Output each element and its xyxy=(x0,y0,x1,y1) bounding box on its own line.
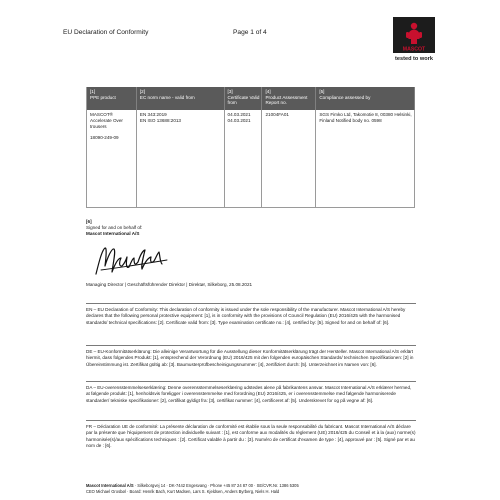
signed-block xyxy=(86,219,142,238)
signature-caption: Managing Director | Geschäftsführender Direktor | Direktør, Silkeborg, 25.08.2021 xyxy=(86,282,253,287)
divider xyxy=(86,303,416,304)
declaration-da: DA – EU-overensstemmelseserklæring: Denne overensstemmelseserklæring udstedes alene på fabrikantens ansvar. Mascot International A/S erklærer hermed, at følgende produkt: [1], henholdsvis foreligger i overensstemmelse med forordning (EU) 2016/425, er i overensstemmelse med følgende harmoniserede standarder/ tekniske specifikationer: [2], certifikat gyldigt fra: [3], certifikat nummer: [4], certificeret af: [5]. Underskrevet for og på vegne af: [6]. xyxy=(86,385,412,403)
logo-box xyxy=(393,17,435,53)
col-header-norm: [2] EC norm name - valid from xyxy=(136,87,224,110)
col-header-certificate: [3] Certificate Valid from xyxy=(224,87,262,110)
declaration-de: DE – EU-Konformitätserklärung: Die alleinige Verantwortung für die Ausstellung dieser Konformitätserklärung trägt der Hersteller. Mascot International A/S erklärt hiermit, dass folgendes Produkt: [1], entsprechend der Verordnung (EU) 2016/425 mit den folgenden europäischen Standards/ technischen Spezifikationen: [2] in Übereinstimmung ist. Zertifikat gültig ab: [3]. Baumusterprüfbescheinigungsnummer: [4], zertifiziert durch: [5]. Unterzeichnet im Namen von: [6]. xyxy=(86,349,414,367)
cell-assessed-by: SGS Fimko Ltd, Takomotie 8, 00380 Helsinki, Finland Notified body no. 0598 xyxy=(316,110,415,207)
col-header-assessed-by: [5] Compliance assessed by xyxy=(316,87,415,110)
cell-report: 21004FA01 xyxy=(262,110,316,207)
declaration-fr: FR – Déclaration UE de conformité: La présente déclaration de conformité est établie sous la seule responsabilité du fabricant. Mascot International A/S déclare par la présente que l'équipement de protection individuelle suivant : [1], est conforme aux modalités du règlement (UE) 2016/425 du Conseil et à la (aux) norme(s) harmonisée(s)/aux spécifications techniques : [2]. Certificat valable à partir du : [3]. Numéro de certificat d'examen de type : [4], approuvé par : [5]. Signé par et au nom de : [6]. xyxy=(86,424,416,449)
divider xyxy=(86,345,416,346)
cell-ppe-product: MASCOT® Accelerate Over trousers 18090-249-09 xyxy=(87,110,137,207)
divider xyxy=(86,420,416,421)
handwritten-signature xyxy=(93,242,173,280)
conformity-table xyxy=(86,87,415,208)
table-header-row xyxy=(87,87,415,110)
footer-line-1: Mascot International A/S · Silkeborgvej 14 · DK-7442 Engesvang · Phone +45 87 24 87 00 · SE/CVR.Nr. 1386 5305 xyxy=(86,483,299,488)
signed-company: Mascot International A/S xyxy=(86,231,140,237)
logo-brand-text: MASCOT xyxy=(402,46,426,53)
signed-num: [6] xyxy=(86,219,92,224)
signed-line: Signed for and on behalf of: xyxy=(86,225,143,231)
col-header-report: [4] Product Assessment Report no. xyxy=(262,87,316,110)
col-header-ppe-product: [1] PPE product xyxy=(87,87,137,110)
declaration-en: EN – EU Declaration of Conformity: This declaration of conformity is issued under the sole responsibility of the manufacturer. Mascot International A/S hereby declares that the following personal protective equipment: [1], is in conformity with the provisions of Council Regulation (EU) 2016/425 with the harmonised standards/ technical specifications: [2]. Certificate valid from: [3]. Type examination certificate no.: [4], certified by: [5]. Signed for and on behalf of: [6]. xyxy=(86,307,406,325)
document-title: EU Declaration of Conformity xyxy=(63,29,149,36)
brand-logo xyxy=(388,17,440,62)
page-number: Page 1 of 4 xyxy=(233,29,267,36)
mascot-figure-icon xyxy=(393,17,435,53)
divider xyxy=(86,381,416,382)
footer-line-2: CEO Michael Grosbøl · Board: Henrik Bach, Kurt Madsen, Lars S. Kjeldsen, Anders Byrberg, Niels H. Hald xyxy=(86,488,280,494)
cell-norm: EN 343:2019 EN ISO 13688:2013 xyxy=(136,110,224,207)
footer xyxy=(86,483,299,494)
logo-tagline: tested to work xyxy=(395,56,433,62)
cell-certificate: 04.03.2021 04.03.2021 xyxy=(224,110,262,207)
table-row xyxy=(87,110,415,207)
